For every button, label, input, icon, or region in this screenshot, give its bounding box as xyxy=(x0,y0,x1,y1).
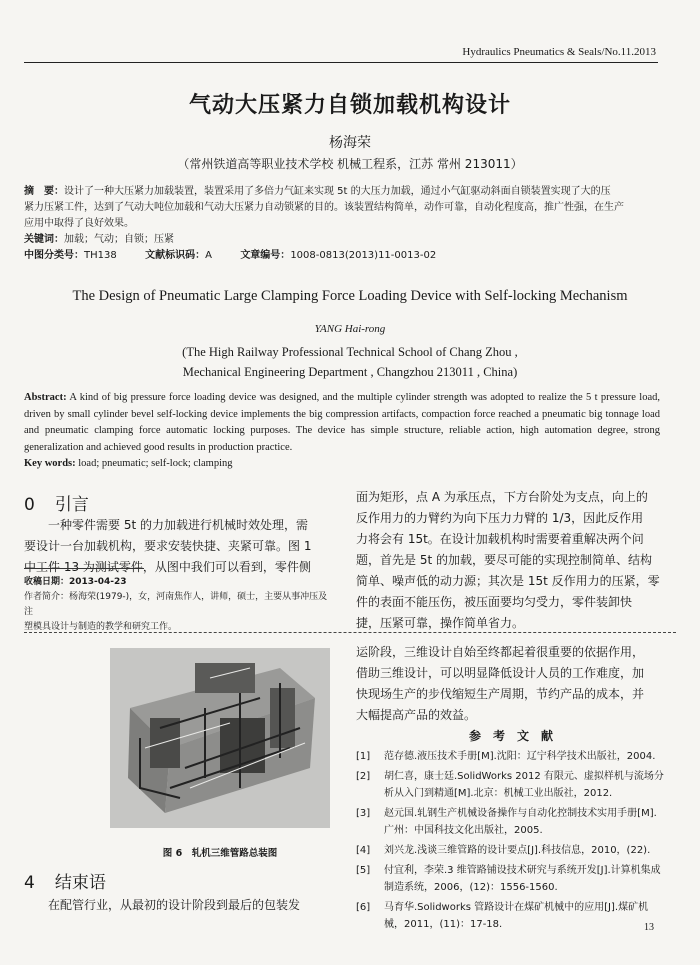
reference-item xyxy=(356,768,666,802)
author-bio-line: 作者简介：杨海荣(1979-)，女，河南焦作人，讲师，硕士，主要从事冲压及注 xyxy=(24,592,328,617)
section-title: 引言 xyxy=(54,495,89,515)
section-number: 0 xyxy=(24,495,35,515)
body-line: 大幅提高产品的效益。 xyxy=(356,708,477,722)
keywords-cn: 加载；气动；自锁；压紧 xyxy=(64,234,174,245)
reference-number: [1] xyxy=(356,751,371,762)
reference-number: [3] xyxy=(356,808,371,819)
clc-label: 中图分类号： xyxy=(24,250,84,261)
body-line: 借助三维设计，可以明显降低设计人员的工作难度，加 xyxy=(356,666,645,680)
reference-item xyxy=(356,842,666,859)
piping-drawing xyxy=(110,648,330,828)
reference-text: 刘兴龙.浅谈三维管路的设计要点[J].科技信息，2010，(22). xyxy=(384,845,651,856)
author-cn: 杨海荣 xyxy=(329,135,371,151)
abstract-cn-line: 设计了一种大压紧力加载装置，装置采用了多倍力气缸来实现 5t 的大压力加载，通过小气缸驱动斜面自锁装置实现了大的压 xyxy=(64,186,611,197)
journal-header: Hydraulics Pneumatics & Seals/No.11.2013 xyxy=(462,46,656,58)
reference-text: 付宜利，李荣.3 维管路铺设技术研究与系统开发[J].计算机集成制造系统，2006，(12)：1556-1560. xyxy=(384,865,661,893)
section-0-heading xyxy=(24,490,89,515)
body-line: 件的表面不能压伤，被压面要均匀受力，零件装卸快 xyxy=(356,595,633,609)
conclusion-right xyxy=(356,642,666,726)
paper-title-cn: 气动大压紧力自锁加载机构设计 xyxy=(188,93,511,118)
body-line: 中工件 13 为测试零件，从图中我们可以看到，零件侧 xyxy=(24,560,311,574)
article-separator xyxy=(24,632,676,633)
paper-title-en: The Design of Pneumatic Large Clamping Force Loading Device with Self-locking Mechanism xyxy=(72,288,628,304)
reference-number: [4] xyxy=(356,845,371,856)
reference-text: 范存德.液压技术手册[M].沈阳：辽宁科学技术出版社，2004. xyxy=(384,751,656,762)
footnote-rule xyxy=(24,568,144,569)
footnote xyxy=(24,575,334,635)
reference-text: 赵元国.轧钢生产机械设备操作与自动化控制技术实用手册[M].广州：中国科技文化出版社，2005. xyxy=(384,808,657,836)
author-en: YANG Hai-rong xyxy=(314,323,386,335)
header-rule xyxy=(24,62,658,63)
affiliation-en xyxy=(0,342,700,382)
affiliation-cn: （常州铁道高等职业技术学校 机械工程系，江苏 常州 213011） xyxy=(177,157,523,171)
body-line: 题，首先是 5t 的加载，要尽可能的实现控制简单、结构 xyxy=(356,553,652,567)
received-date: 收稿日期：2013-04-23 xyxy=(24,577,127,587)
author-bio-line: 塑模具设计与制造的教学和研究工作。 xyxy=(24,622,178,632)
doc-code-value: A xyxy=(205,250,212,261)
section-4-heading xyxy=(24,868,106,893)
reference-text: 马育华.Solidworks 管路设计在煤矿机械中的应用[J].煤矿机械，2011，(11)：17-18. xyxy=(384,902,649,930)
article-no-label: 文章编号： xyxy=(240,250,291,261)
affiliation-en-line: (The High Railway Professional Technical School of Chang Zhou , xyxy=(182,345,518,359)
reference-item xyxy=(356,748,666,765)
reference-item xyxy=(356,899,666,933)
body-line: 简单、噪声低的动力源；其次是 15t 反作用力的压紧，零 xyxy=(356,574,660,588)
body-line: 捷，压紧可靠，操作简单省力。 xyxy=(356,616,525,630)
abstract-en-label: Abstract: xyxy=(24,392,67,403)
reference-number: [2] xyxy=(356,771,371,782)
reference-item xyxy=(356,805,666,839)
intro-right xyxy=(356,487,666,634)
reference-number: [5] xyxy=(356,865,371,876)
body-line: 力将会有 15t。在设计加载机构时需要着重解决两个问 xyxy=(356,532,644,546)
abstract-cn-line: 紧力压紧工件，达到了气动大吨位加载和气动大压紧力自动锁紧的目的。该装置结构简单，动作可靠，自动化程度高，推广性强，在生产 xyxy=(24,202,624,213)
page-number: 13 xyxy=(644,922,654,933)
body-line: 面为矩形，点 A 为承压点，下方台阶处为支点，向上的 xyxy=(356,490,648,504)
reference-list xyxy=(356,748,666,936)
section-number: 4 xyxy=(24,873,35,893)
references-title: 参 考 文 献 xyxy=(468,729,553,743)
body-line: 一种零件需要 5t 的力加载进行机械时效处理，需 xyxy=(48,518,308,532)
abstract-en xyxy=(24,390,660,473)
article-no-value: 1008-0813(2013)11-0013-02 xyxy=(290,250,437,261)
abstract-cn-label: 摘 要： xyxy=(24,186,64,197)
reference-number: [6] xyxy=(356,902,371,913)
abstract-cn-line: 应用中取得了良好效果。 xyxy=(24,218,134,229)
reference-item xyxy=(356,862,666,896)
doc-code-label: 文献标识码： xyxy=(145,250,206,261)
keywords-cn-label: 关键词： xyxy=(24,234,64,245)
figure-3d-piping-assembly xyxy=(110,648,330,828)
keywords-en-label: Key words: xyxy=(24,458,76,469)
abstract-cn xyxy=(24,184,658,264)
abstract-en-text: A kind of big pressure force loading device was designed, and the multiple cylinder strength was adopted to realize the 5 t pressure load, driven by small cylinder bevel self-locking device implements the big compression artifacts, compaction force reached a pneumatic big tonnage load and pneumatic clamping force automatic locking purposes. The device has simple structure, reliable action, high automation degree, strong generalization and achieved good results in production practice. xyxy=(24,392,660,453)
reference-text: 胡仁喜，康士廷.SolidWorks 2012 有限元、虚拟样机与流场分析从入门到精通[M].北京：机械工业出版社，2012. xyxy=(384,771,664,799)
body-line: 运阶段，三维设计自始至终都起着很重要的依据作用， xyxy=(356,645,645,659)
body-line: 反作用力的力臂约为向下压力力臂的 1/3，因此反作用 xyxy=(356,511,644,525)
figure-caption: 图 6 轧机三维管路总装图 xyxy=(162,848,278,859)
clc-value: TH138 xyxy=(84,250,117,261)
body-line: 快现场生产的步伐缩短生产周期，节约产品的成本，并 xyxy=(356,687,645,701)
affiliation-en-line: Mechanical Engineering Department , Changzhou 213011 , China) xyxy=(182,365,518,379)
section-title: 结束语 xyxy=(54,873,106,893)
keywords-en: load; pneumatic; self-lock; clamping xyxy=(75,458,233,469)
body-line: 要设计一台加载机构，要求安装快捷、夹紧可靠。图 1 xyxy=(24,539,312,553)
conclusion-left: 在配管行业，从最初的设计阶段到最后的包装发 xyxy=(48,898,301,912)
